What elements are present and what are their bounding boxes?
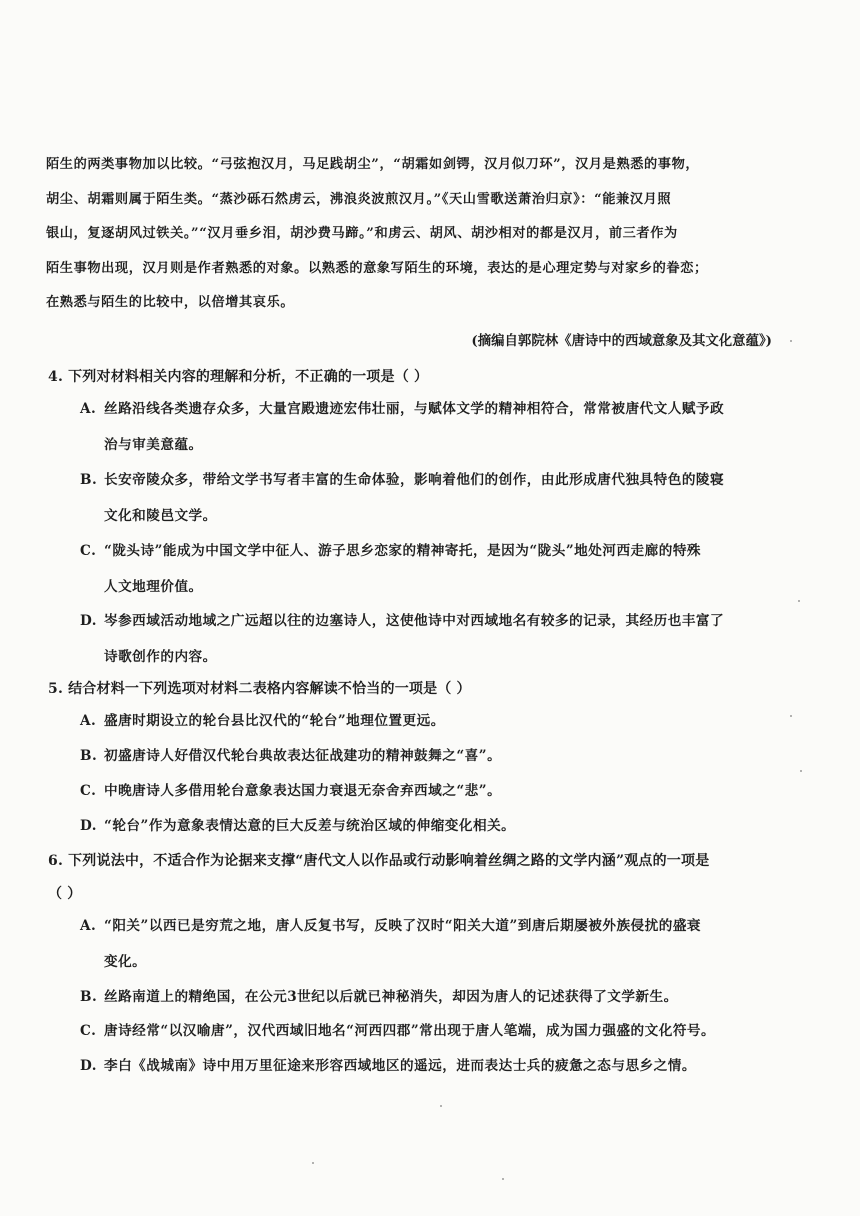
question-4-option-b — [80, 462, 724, 534]
option-text: “阳关”以西已是穷荒之地，唐人反复书写，反映了汉时“阳关大道”到唐后期屡被外族侵扰的盛衰 — [104, 918, 702, 934]
option-text-continued: 文化和陵邑文学。 — [104, 508, 217, 524]
option-letter: C. — [80, 1023, 97, 1039]
question-6-stem: 6. 下列说法中，不适合作为论据来支撑“唐代文人以作品或行动影响着丝绸之路的文学内涵”观点的一项是 — [48, 853, 710, 869]
option-letter: B. — [80, 472, 98, 488]
passage-source: (摘编自郭院林《唐诗中的西域意象及其文化意蕴》) — [471, 333, 772, 349]
question-6-option-b — [80, 979, 678, 1015]
option-text: 唐诗经常“以汉喻唐”，汉代西域旧地名“河西四郡”常出现于唐人笔端，成为国力强盛的文化符号。 — [104, 1023, 716, 1039]
option-text: 丝路沿线各类遗存众多，大量宫殿遗迹宏伟壮丽，与赋体文学的精神相符合，常常被唐代文人赋予政 — [104, 401, 725, 417]
passage-line: 胡尘、胡霜则属于陌生类。“蒸沙砾石然虏云，沸浪炎波煎汉月。”《天山雪歌送萧治归京》：“能兼汉月照 — [46, 191, 672, 207]
scan-speck — [440, 1105, 442, 1107]
passage-line: 银山，复逐胡风过铁关。”“汉月垂乡泪，胡沙费马蹄。”和虏云、胡风、胡沙相对的都是汉月，前三者作为 — [46, 226, 678, 242]
scan-speck — [312, 1162, 314, 1164]
scan-speck — [790, 715, 792, 717]
option-text-continued: 诗歌创作的内容。 — [104, 649, 217, 665]
question-4-option-d — [80, 603, 724, 675]
option-text: 李白《战城南》诗中用万里征途来形容西域地区的遥远，进而表达士兵的疲惫之态与思乡之情。 — [104, 1058, 696, 1074]
question-4-option-c — [80, 533, 701, 605]
option-letter: A. — [80, 713, 97, 729]
option-text-continued: 变化。 — [104, 954, 147, 970]
question-5-stem: 5. 结合材料一下列选项对材料二表格内容解读不恰当的一项是（ ） — [48, 681, 471, 697]
option-text-continued: 人文地理价值。 — [104, 579, 203, 595]
option-text-continued: 治与审美意蕴。 — [104, 437, 203, 453]
option-letter: C. — [80, 783, 97, 799]
option-text: 长安帝陵众多，带给文学书写者丰富的生命体验，影响着他们的创作，由此形成唐代独具特色的陵寝 — [104, 472, 725, 488]
question-5-option-c — [80, 773, 501, 809]
question-6-option-a — [80, 908, 701, 980]
question-5-option-a — [80, 703, 445, 739]
scan-speck — [798, 600, 800, 602]
passage-continuation — [46, 148, 782, 321]
option-text: 初盛唐诗人好借汉代轮台典故表达征战建功的精神鼓舞之“喜”。 — [104, 748, 502, 764]
scan-speck — [502, 1178, 504, 1180]
option-letter: B. — [80, 748, 98, 764]
question-5-option-b — [80, 738, 501, 774]
question-6-stem-continued: （ ） — [48, 886, 82, 902]
passage-line: 陌生事物出现，汉月则是作者熟悉的对象。以熟悉的意象写陌生的环境，表达的是心理定势与对家乡的眷恋； — [46, 260, 708, 276]
option-text: 中晚唐诗人多借用轮台意象表达国力衰退无奈舍弃西域之“悲”。 — [104, 783, 502, 799]
option-letter: A. — [80, 918, 97, 934]
option-text: 丝路南道上的精绝国，在公元3世纪以后就已神秘消失，却因为唐人的记述获得了文学新生。 — [104, 989, 678, 1005]
option-letter: D. — [80, 1058, 98, 1074]
question-4-stem: 4. 下列对材料相关内容的理解和分析，不正确的一项是（ ） — [48, 369, 429, 385]
scan-speck — [790, 340, 792, 342]
option-text: “陇头诗”能成为中国文学中征人、游子思乡恋家的精神寄托，是因为“陇头”地处河西走廊的特殊 — [104, 543, 702, 559]
option-text: 盛唐时期设立的轮台县比汉代的“轮台”地理位置更远。 — [104, 713, 445, 729]
scan-speck — [800, 770, 802, 772]
option-text: 岑参西域活动地域之广远超以往的边塞诗人，这使他诗中对西域地名有较多的记录，其经历也丰富了 — [104, 613, 725, 629]
option-letter: A. — [80, 401, 97, 417]
passage-line: 在熟悉与陌生的比较中，以倍增其哀乐。 — [46, 295, 295, 311]
option-letter: D. — [80, 818, 98, 834]
question-6-option-d — [80, 1048, 696, 1084]
passage-line: 陌生的两类事物加以比较。“弓弦抱汉月，马足践胡尘”，“胡霜如剑锷，汉月似刀环”，汉月是熟悉的事物， — [46, 157, 700, 172]
option-letter: D. — [80, 613, 98, 629]
option-letter: B. — [80, 989, 98, 1005]
option-text: “轮台”作为意象表情达意的巨大反差与统治区域的伸缩变化相关。 — [104, 818, 516, 834]
question-5-option-d — [80, 808, 515, 844]
option-letter: C. — [80, 543, 97, 559]
question-6-option-c — [80, 1013, 715, 1049]
question-4-option-a — [80, 391, 724, 463]
